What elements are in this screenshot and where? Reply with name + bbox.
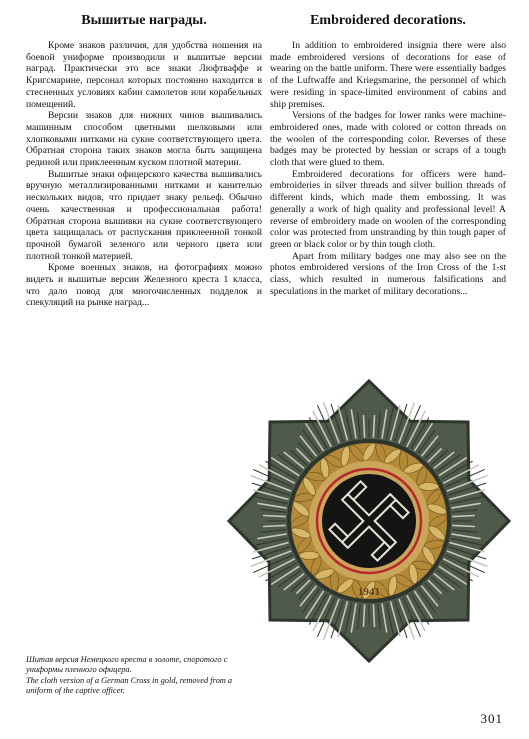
- left-paragraph: Вышитые знаки офицерского качества вышивались вручную металлизированными нитками и канителью нескольких видов, что придает знаку рельеф. Обычно очень качественная и профессиональная работа! Обратная сторона вышивки на сукне соответствующего цвета защищалась от распускания приклеенной тонкой прочной бумагой зеленого или черного цвета или плотной тонкой материей.: [26, 168, 262, 262]
- right-heading: Embroidered decorations.: [310, 13, 466, 28]
- ray-stitch: [364, 605, 365, 626]
- laurel-leaf: [299, 552, 319, 560]
- laurel-leaf: [419, 483, 439, 491]
- caption-russian: Шитая версия Немецкого креста в золоте, споротого с униформы пленного офицера.: [26, 655, 228, 675]
- right-paragraph: Versions of the badges for lower ranks were machine-embroidered ones, made with colored or cotton threads on the woolen of the corresponding color. Reverses of these badges may be protected by hessian or scraps of a tough cloth that were glued to them.: [270, 110, 506, 169]
- right-body: [270, 40, 506, 297]
- german-cross-embroidery: [224, 376, 514, 666]
- right-column: [270, 12, 506, 297]
- ray-stitch: [264, 516, 285, 517]
- ray-stitch: [364, 416, 365, 437]
- left-paragraph: Версии знаков для нижних чинов вышивались машинным способом цветными шелковыми или хлопковыми нитками на сукне соответствующего цвета. Обратная сторона таких знаков могла быть защищена рединой или приклеенным куском плотной материи.: [26, 110, 262, 169]
- year-label: 1941: [358, 586, 380, 598]
- right-paragraph: In addition to embroidered insignia there were also made embroidered versions of decorations for ease of wearing on the battle uniform. There were essentially badges of the Luftwaffe and Kriegsmarine, the personnel of which were residing in space-limited environment of cabins and ship premises.: [270, 40, 506, 110]
- right-paragraph: Embroidered decorations for officers were hand-embroideries in silver threads and silver bullion threads of different kinds, which made them embossing. It was generally a work of high quality and professional level! A reverse of embroidery made on woolen of the corresponding color was protected from unstranding by thin tough paper of green or black color or by thin tough cloth.: [270, 168, 506, 250]
- ray-stitch: [373, 416, 374, 437]
- ray-stitch: [453, 525, 474, 526]
- page-number: 301: [480, 711, 503, 726]
- left-heading: Вышитые награды.: [81, 13, 207, 28]
- left-column: [26, 12, 262, 309]
- ray-stitch: [373, 605, 374, 626]
- left-paragraph: Кроме знаков различия, для удобства ношения на боевой униформе производили и вышитые версии наград. Практически это все знаки Люфтваффе и Кригсмарине, персонал которых постоянно находится в стесненных условиях кабин самолетов или корабельных помещений.: [26, 40, 262, 110]
- figure-caption: [26, 655, 258, 697]
- ray-stitch: [453, 516, 474, 517]
- left-body: [26, 40, 262, 309]
- left-paragraph: Кроме военных знаков, на фотографиях можно видеть и вышитые версии Железного креста 1 класса, что дало повод для многочисленных подделок и спекуляций на рынке наград...: [26, 262, 262, 309]
- caption-english: The cloth version of a German Cross in gold, removed from a uniform of the captive officer.: [26, 675, 233, 696]
- ray-stitch: [264, 525, 285, 526]
- german-cross-photo: [224, 376, 514, 666]
- right-paragraph: Apart from military badges one may also see on the photos embroidered versions of the Iron Cross of the 1-st class, which resulted in numerous falsifications and speculations in the market of military decorations...: [270, 250, 506, 297]
